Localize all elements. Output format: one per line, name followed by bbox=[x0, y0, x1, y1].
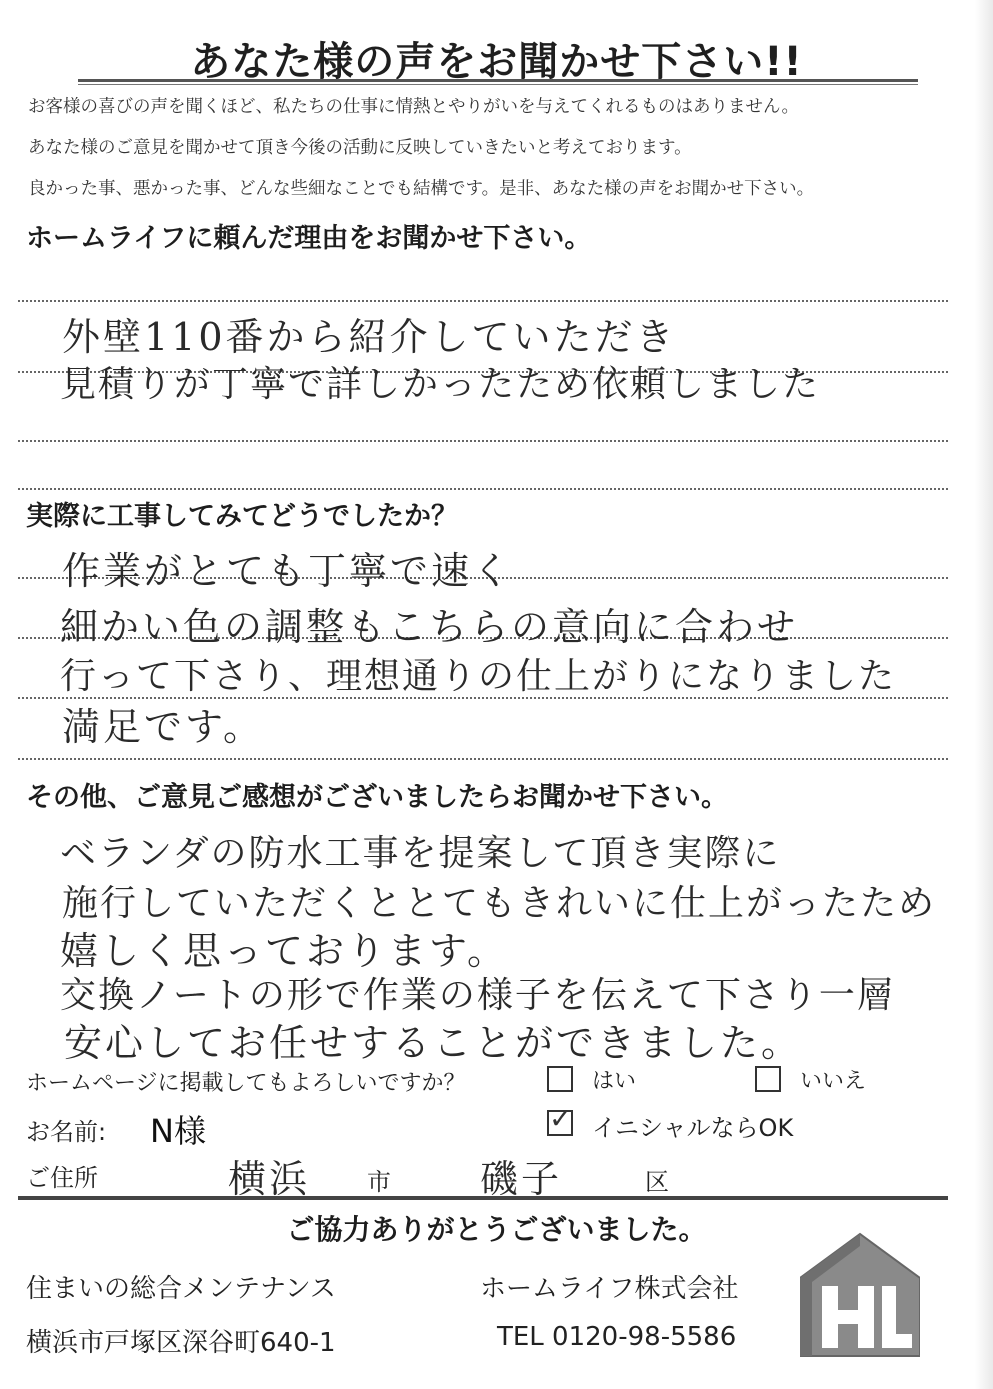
section-heading-experience: 実際に工事してみてどうでしたか？ bbox=[26, 501, 458, 532]
handwritten-answer-line: 見積りが丁寧で詳しかったため依頼しました bbox=[60, 364, 821, 405]
checkbox-initial[interactable] bbox=[547, 1102, 573, 1136]
checkbox-yes[interactable] bbox=[547, 1066, 573, 1092]
scan-edge-shadow bbox=[975, 0, 993, 1389]
footer-divider bbox=[18, 1196, 948, 1200]
ruled-line bbox=[18, 440, 948, 442]
handwritten-answer-line: 行って下さり、理想通りの仕上がりになりました bbox=[60, 656, 897, 697]
handwritten-answer-line: 施行していただくととてもきれいに仕上がったため bbox=[62, 883, 937, 924]
checkbox-yes-label: はい bbox=[592, 1069, 637, 1094]
checkbox-no[interactable] bbox=[755, 1066, 781, 1092]
handwritten-answer-line: 作業がとても丁寧で速く bbox=[62, 549, 514, 593]
checkbox-no-label: いいえ bbox=[800, 1069, 867, 1094]
logo-text: HL bbox=[859, 1350, 861, 1351]
address-city-unit: 市 bbox=[367, 1168, 391, 1196]
ruled-line bbox=[18, 300, 948, 302]
consent-question: ホームページに掲載してもよろしいですか？ bbox=[26, 1071, 466, 1096]
name-value: N様 bbox=[150, 1112, 206, 1150]
ruled-line bbox=[18, 488, 948, 490]
handwritten-answer-line: 交換ノートの形で作業の様子を伝えて下さり一層 bbox=[60, 975, 895, 1016]
ruled-line bbox=[18, 758, 948, 760]
handwritten-answer-line: 嬉しく思っております。 bbox=[60, 929, 508, 973]
name-label: お名前: bbox=[26, 1118, 107, 1146]
section-heading-comments: その他、ご意見ご感想がございましたらお聞かせ下さい。 bbox=[26, 782, 728, 813]
title-underline bbox=[78, 79, 918, 82]
page-title: あなた様の声をお聞かせ下さい!! bbox=[190, 39, 803, 85]
handwritten-answer-line: 外壁110番から紹介していただき bbox=[62, 315, 677, 359]
address-label: ご住所 bbox=[26, 1164, 98, 1192]
section-heading-reason: ホームライフに頼んだ理由をお聞かせ下さい。 bbox=[26, 223, 592, 254]
check-mark-icon: ✓ bbox=[549, 1102, 573, 1135]
handwritten-answer-line: 満足です。 bbox=[62, 705, 264, 749]
intro-line-1: お客様の喜びの声を聞くほど、私たちの仕事に情熱とやりがいを与えてくれるものはありません。 bbox=[28, 97, 800, 117]
thanks-message: ご協力ありがとうございました。 bbox=[286, 1213, 707, 1246]
address-city-value: 横浜 bbox=[228, 1157, 311, 1201]
company-tagline: 住まいの総合メンテナンス bbox=[26, 1274, 336, 1304]
address-ward-value: 磯子 bbox=[480, 1157, 563, 1201]
handwritten-answer-line: 細かい色の調整もこちらの意向に合わせ bbox=[60, 605, 799, 649]
company-phone: TEL 0120-98-5586 bbox=[497, 1322, 737, 1352]
company-name: ホームライフ株式会社 bbox=[480, 1274, 739, 1304]
intro-line-2: あなた様のご意見を聞かせて頂き今後の活動に反映していきたいと考えております。 bbox=[28, 138, 692, 158]
homelife-logo-icon bbox=[800, 1230, 920, 1360]
company-address: 横浜市戸塚区深谷町640-1 bbox=[26, 1328, 336, 1358]
address-ward-unit: 区 bbox=[645, 1168, 669, 1196]
handwritten-answer-line: 安心してお任せすることができました。 bbox=[64, 1021, 803, 1065]
checkbox-initial-label: イニシャルならOK bbox=[592, 1114, 794, 1142]
handwritten-answer-line: ベランダの防水工事を提案して頂き実際に bbox=[60, 833, 781, 874]
intro-line-3: 良かった事、悪かった事、どんな些細なことでも結構です。是非、あなた様の声をお聞かせ下さい。 bbox=[28, 179, 815, 199]
title-underline-thin bbox=[78, 84, 918, 85]
